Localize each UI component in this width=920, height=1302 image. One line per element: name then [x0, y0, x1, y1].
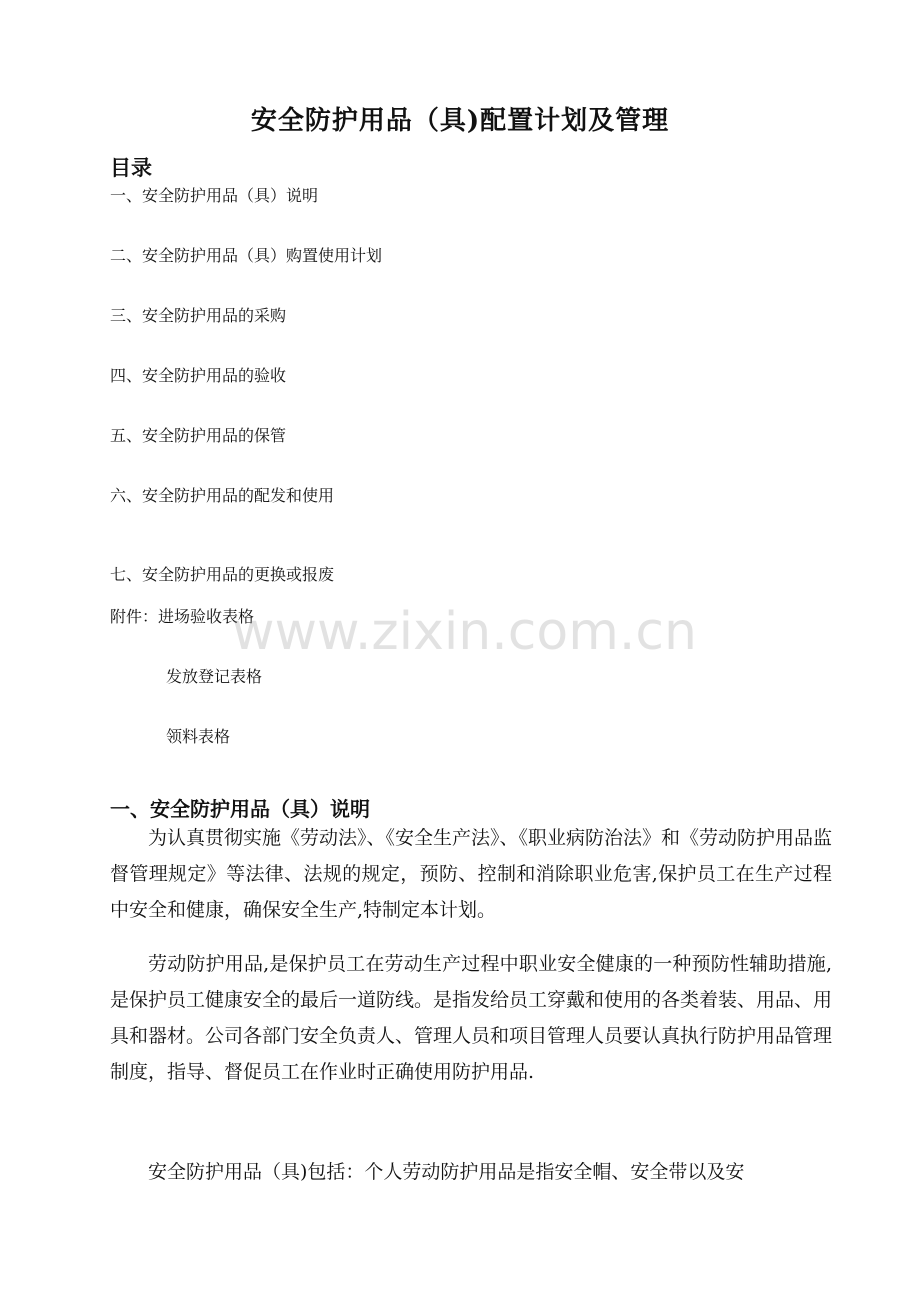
toc-item-5: 五、安全防护用品的保管 [110, 426, 287, 445]
toc-item-2: 二、安全防护用品（具）购置使用计划 [110, 246, 383, 265]
paragraph-1: 为认真贯彻实施《劳动法》、《安全生产法》、《职业病防治法》和《劳动防护用品监督管理规定》等法律、法规的规定，预防、控制和消除职业危害,保护员工在生产过程中安全和健康，确保安全生产,特制定本计划。 [110, 827, 833, 921]
section-1-body-2 [110, 946, 832, 1090]
paragraph-2: 劳动防护用品,是保护员工在劳动生产过程中职业安全健康的一种预防性辅助措施,是保护员工健康安全的最后一道防线。是指发给员工穿戴和使用的各类着装、用品、用具和器材。公司各部门安全负责人、管理人员和项目管理人员要认真执行防护用品管理制度，指导、督促员工在作业时正确使用防护用品. [110, 953, 833, 1083]
attachment-item-1: 发放登记表格 [166, 667, 263, 686]
section-1-heading: 一、安全防护用品（具）说明 [110, 797, 370, 821]
toc-item-6: 六、安全防护用品的配发和使用 [110, 486, 335, 505]
document-title: 安全防护用品（具)配置计划及管理 [250, 106, 670, 136]
attachments-label: 附件：进场验收表格 [110, 607, 255, 626]
toc-item-1: 一、安全防护用品（具）说明 [110, 186, 319, 205]
paragraph-3: 安全防护用品（具)包括：个人劳动防护用品是指安全帽、安全带以及安 [148, 1161, 745, 1183]
toc-item-3: 三、安全防护用品的采购 [110, 306, 287, 325]
watermark: www.zixin.com.cn [232, 602, 697, 662]
toc-item-4: 四、安全防护用品的验收 [110, 366, 287, 385]
section-1-body [110, 820, 832, 928]
attachment-item-2: 领料表格 [166, 727, 231, 746]
toc-item-7: 七、安全防护用品的更换或报废 [110, 565, 335, 584]
toc-heading: 目录 [110, 155, 152, 180]
section-1-body-3 [110, 1154, 832, 1190]
